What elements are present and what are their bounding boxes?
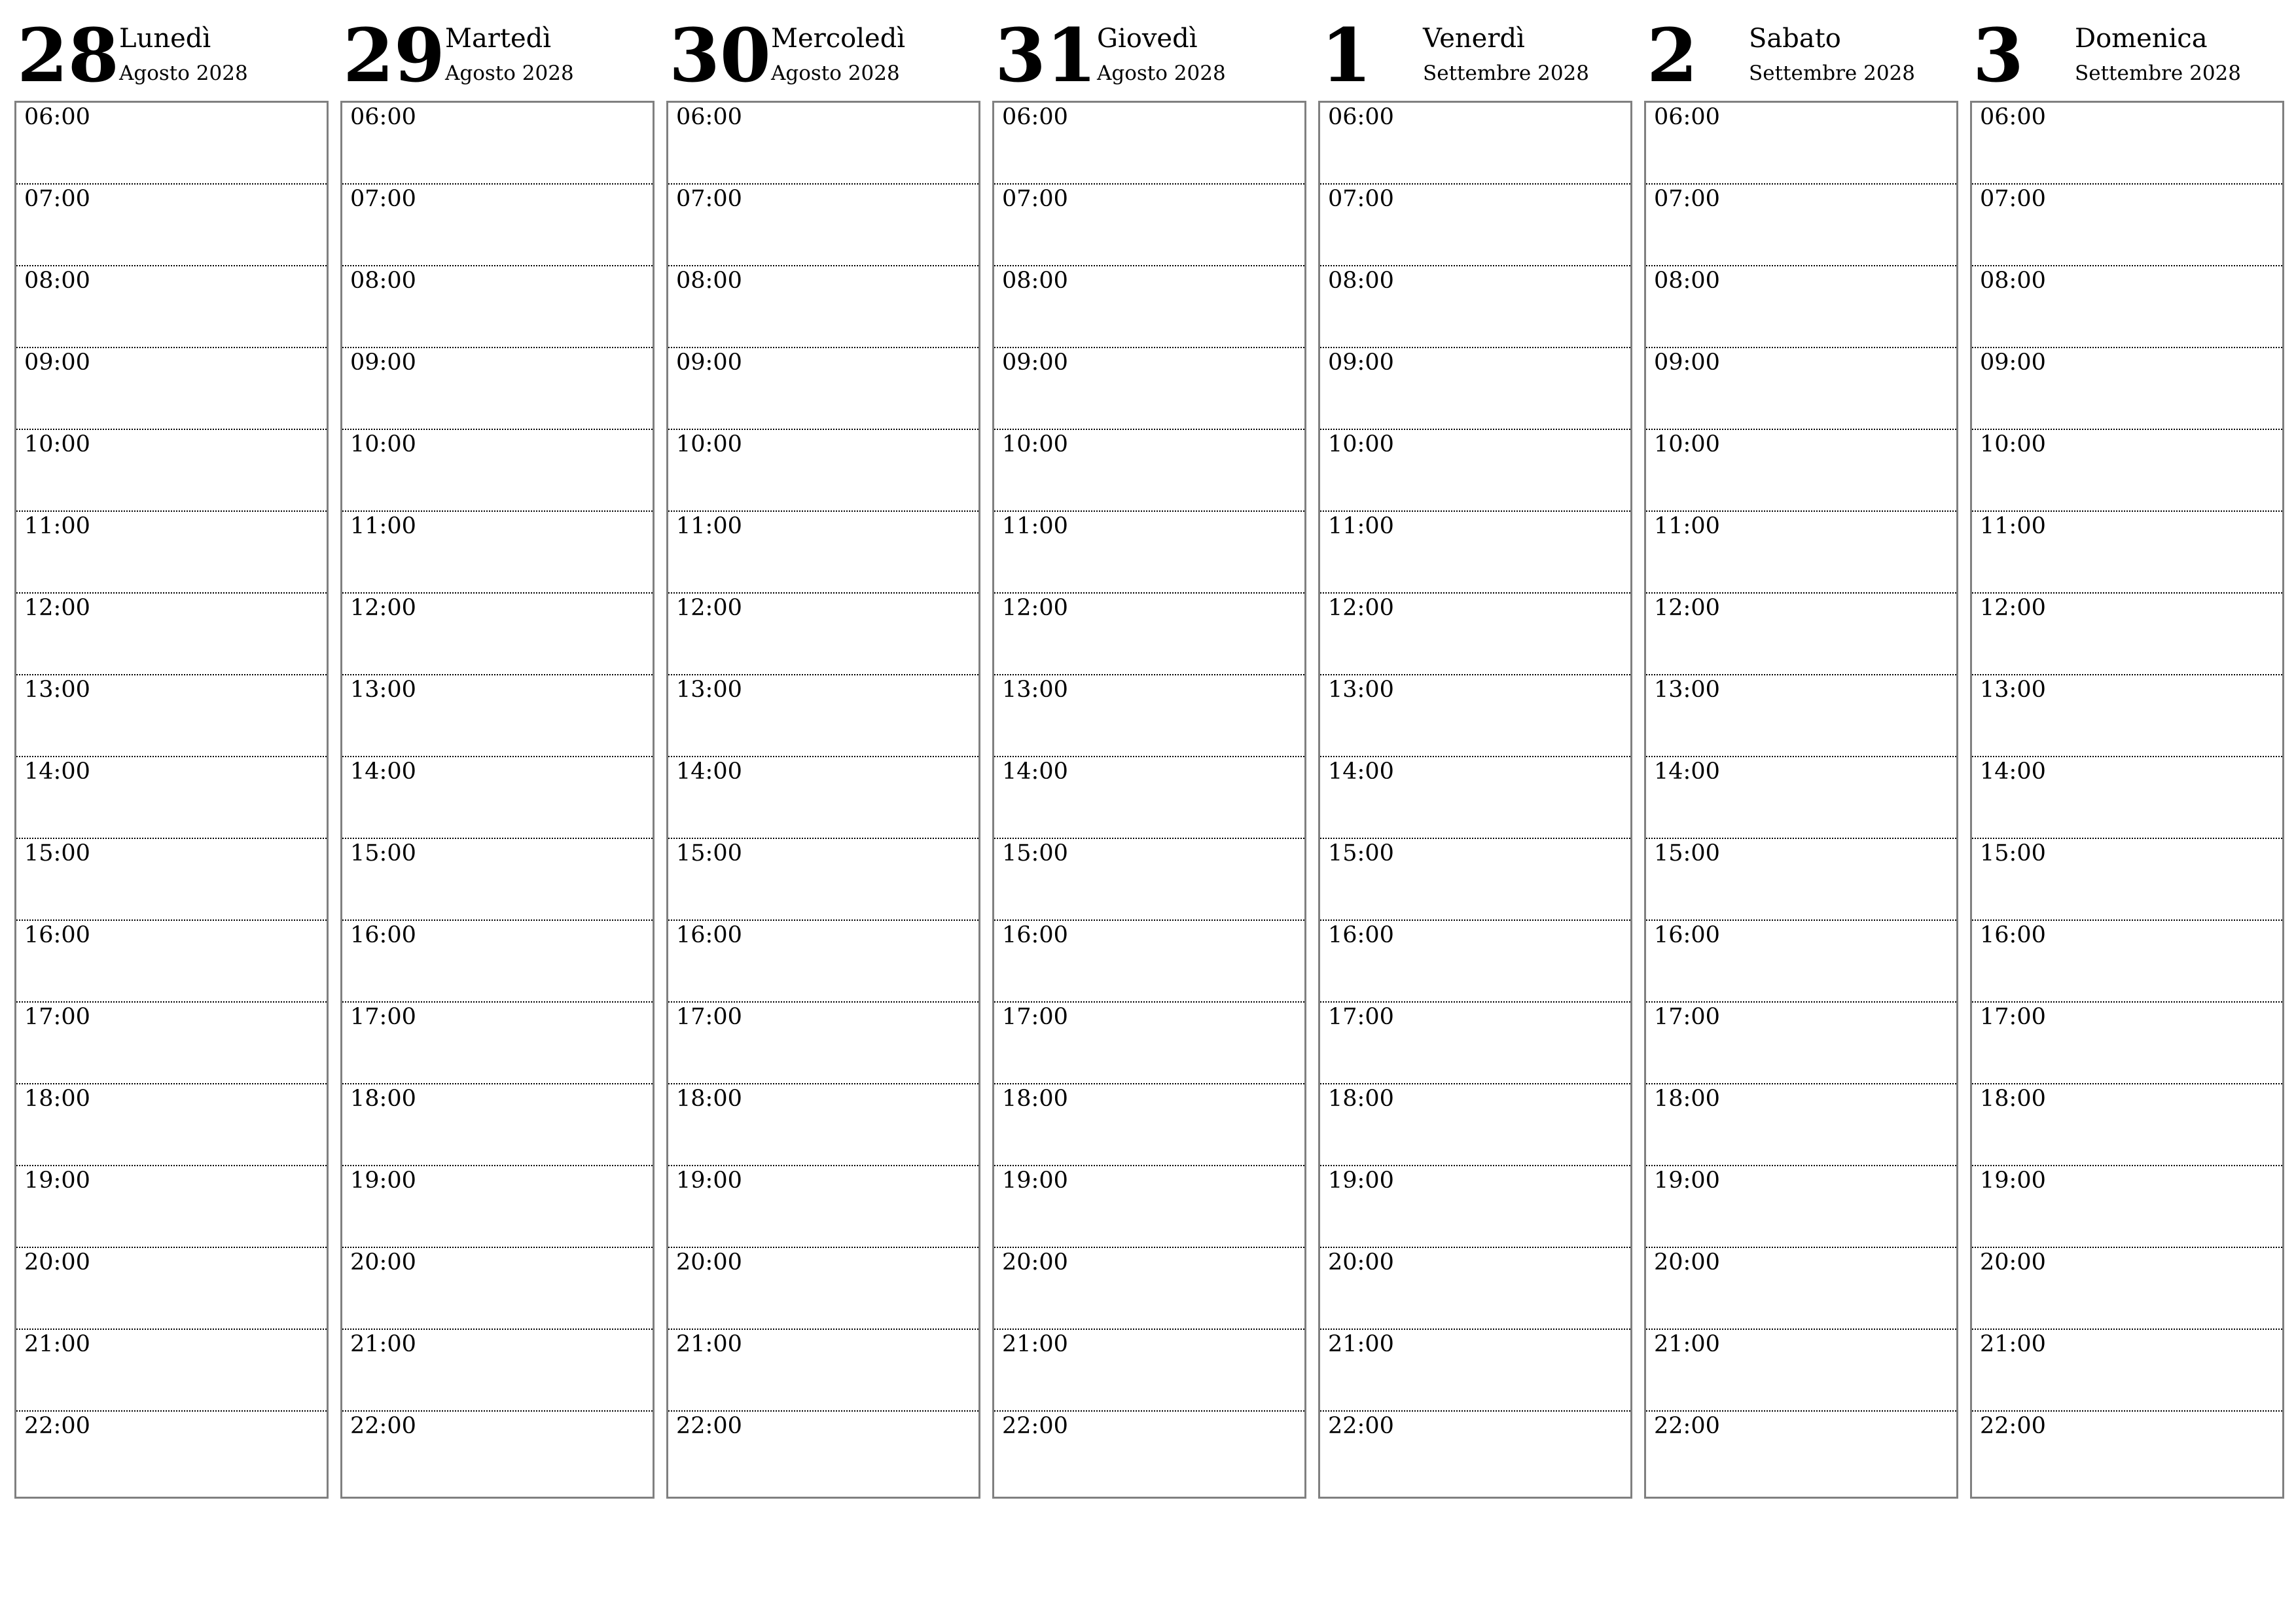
hour-label: 15:00 (350, 840, 416, 866)
day-month: Agosto 2028 (119, 62, 248, 85)
day-schedule-box (1644, 101, 1958, 1499)
day-number: 1 (1321, 13, 1372, 99)
day-number: 30 (669, 13, 771, 99)
hour-slot (16, 512, 327, 594)
hour-label: 22:00 (1654, 1413, 1720, 1439)
hour-slot (1972, 430, 2282, 512)
hour-slot (342, 839, 653, 921)
hour-label: 10:00 (1980, 431, 2046, 457)
hour-label: 18:00 (676, 1086, 742, 1112)
day-number: 3 (1973, 13, 2024, 99)
hour-label: 22:00 (1328, 1413, 1394, 1439)
hour-label: 10:00 (350, 431, 416, 457)
day-name: Martedì (445, 24, 552, 54)
hour-slot (16, 594, 327, 675)
hour-slot (16, 348, 327, 430)
hour-slot (668, 839, 978, 921)
hour-slot (16, 675, 327, 757)
hour-slot (668, 348, 978, 430)
hour-slot (1320, 1412, 1630, 1493)
hour-slot (1320, 103, 1630, 185)
hour-label: 16:00 (676, 922, 742, 948)
hour-label: 22:00 (24, 1413, 90, 1439)
hour-slot (16, 1330, 327, 1412)
hour-slot (668, 675, 978, 757)
hour-label: 12:00 (1002, 595, 1068, 621)
hour-slot (994, 1003, 1304, 1084)
hour-label: 13:00 (1654, 677, 1720, 703)
hour-slot (1320, 348, 1630, 430)
hour-slot (1320, 185, 1630, 266)
hour-slot (16, 757, 327, 839)
hour-label: 11:00 (1654, 513, 1720, 539)
hour-label: 15:00 (1980, 840, 2046, 866)
hour-slot (1972, 103, 2282, 185)
day-month: Agosto 2028 (771, 62, 900, 85)
hour-label: 10:00 (1328, 431, 1394, 457)
hour-label: 11:00 (676, 513, 742, 539)
hour-label: 14:00 (1654, 758, 1720, 785)
hour-slot (668, 594, 978, 675)
hour-label: 15:00 (1328, 840, 1394, 866)
day-header (666, 0, 979, 98)
day-column (1318, 0, 1631, 1505)
hour-slot (1320, 1003, 1630, 1084)
hour-label: 21:00 (350, 1331, 416, 1357)
hour-slot (668, 1248, 978, 1330)
day-schedule-box (1970, 101, 2284, 1499)
hour-label: 18:00 (24, 1086, 90, 1112)
hour-label: 15:00 (676, 840, 742, 866)
hour-label: 07:00 (1654, 186, 1720, 212)
hour-label: 16:00 (1980, 922, 2046, 948)
hour-label: 09:00 (1328, 349, 1394, 376)
hour-label: 14:00 (350, 758, 416, 785)
day-column (666, 0, 979, 1505)
hour-slot (994, 185, 1304, 266)
hour-label: 06:00 (1654, 104, 1720, 130)
day-number: 28 (17, 13, 119, 99)
hour-slot (1320, 594, 1630, 675)
hour-label: 15:00 (24, 840, 90, 866)
hour-slot (668, 103, 978, 185)
hour-label: 09:00 (24, 349, 90, 376)
hour-label: 18:00 (1328, 1086, 1394, 1112)
hour-slot (16, 1084, 327, 1166)
hour-label: 14:00 (1002, 758, 1068, 785)
hour-label: 21:00 (24, 1331, 90, 1357)
hour-slot (1320, 266, 1630, 348)
hour-slot (342, 430, 653, 512)
hour-label: 12:00 (350, 595, 416, 621)
hour-label: 20:00 (676, 1249, 742, 1275)
hour-slot (1972, 1084, 2282, 1166)
hour-label: 12:00 (676, 595, 742, 621)
hour-slot (342, 1412, 653, 1493)
day-name: Venerdì (1423, 24, 1525, 54)
hour-slot (1646, 594, 1956, 675)
hour-slot (994, 1330, 1304, 1412)
hour-label: 07:00 (1980, 186, 2046, 212)
hour-label: 21:00 (676, 1331, 742, 1357)
hour-slot (1646, 1412, 1956, 1493)
hour-slot (994, 266, 1304, 348)
hour-slot (342, 1248, 653, 1330)
hour-slot (1320, 1330, 1630, 1412)
hour-label: 20:00 (1980, 1249, 2046, 1275)
hour-label: 17:00 (24, 1004, 90, 1030)
hour-label: 22:00 (350, 1413, 416, 1439)
day-month: Agosto 2028 (1097, 62, 1226, 85)
hour-slot (1646, 1248, 1956, 1330)
hour-slot (342, 757, 653, 839)
hour-slot (668, 430, 978, 512)
hour-slot (1646, 430, 1956, 512)
hour-label: 15:00 (1654, 840, 1720, 866)
hour-label: 19:00 (676, 1168, 742, 1194)
hour-label: 17:00 (676, 1004, 742, 1030)
hour-label: 19:00 (1328, 1168, 1394, 1194)
hour-slot (994, 921, 1304, 1003)
hour-label: 18:00 (350, 1086, 416, 1112)
hour-slot (668, 1084, 978, 1166)
hour-label: 17:00 (1980, 1004, 2046, 1030)
hour-label: 22:00 (1980, 1413, 2046, 1439)
hour-slot (342, 675, 653, 757)
hour-label: 20:00 (1654, 1249, 1720, 1275)
hour-label: 13:00 (1328, 677, 1394, 703)
hour-slot (342, 103, 653, 185)
hour-label: 08:00 (1980, 268, 2046, 294)
hour-label: 18:00 (1002, 1086, 1068, 1112)
hour-label: 08:00 (1328, 268, 1394, 294)
hour-label: 17:00 (1328, 1004, 1394, 1030)
hour-label: 21:00 (1654, 1331, 1720, 1357)
hour-label: 08:00 (676, 268, 742, 294)
hour-label: 08:00 (1654, 268, 1720, 294)
hour-slot (1972, 675, 2282, 757)
day-header (1644, 0, 1957, 98)
hour-slot (1972, 839, 2282, 921)
hour-label: 13:00 (1980, 677, 2046, 703)
hour-label: 06:00 (1328, 104, 1394, 130)
hour-slot (668, 757, 978, 839)
hour-slot (1646, 266, 1956, 348)
hour-slot (1972, 1412, 2282, 1493)
hour-slot (1972, 512, 2282, 594)
hour-label: 16:00 (1002, 922, 1068, 948)
hour-slot (342, 1084, 653, 1166)
hour-label: 12:00 (24, 595, 90, 621)
hour-label: 19:00 (1654, 1168, 1720, 1194)
hour-label: 16:00 (1328, 922, 1394, 948)
hour-slot (1972, 921, 2282, 1003)
hour-slot (994, 1412, 1304, 1493)
hour-slot (994, 839, 1304, 921)
hour-label: 14:00 (24, 758, 90, 785)
hour-slot (1646, 1084, 1956, 1166)
hour-label: 14:00 (1980, 758, 2046, 785)
hour-slot (1320, 757, 1630, 839)
hour-slot (1646, 1330, 1956, 1412)
hour-slot (668, 266, 978, 348)
hour-slot (1972, 1003, 2282, 1084)
hour-slot (1646, 921, 1956, 1003)
day-schedule-box (340, 101, 655, 1499)
hour-label: 19:00 (1002, 1168, 1068, 1194)
hour-label: 10:00 (1002, 431, 1068, 457)
hour-slot (668, 185, 978, 266)
hour-label: 17:00 (350, 1004, 416, 1030)
day-header (14, 0, 327, 98)
hour-label: 13:00 (24, 677, 90, 703)
hour-slot (342, 594, 653, 675)
hour-slot (16, 1412, 327, 1493)
hour-slot (16, 185, 327, 266)
hour-slot (1646, 675, 1956, 757)
day-column (1970, 0, 2283, 1505)
day-month: Settembre 2028 (1423, 62, 1589, 85)
hour-label: 21:00 (1328, 1331, 1394, 1357)
hour-slot (342, 185, 653, 266)
day-column (340, 0, 653, 1505)
hour-label: 07:00 (24, 186, 90, 212)
hour-slot (994, 675, 1304, 757)
day-name: Mercoledì (771, 24, 906, 54)
hour-slot (994, 1166, 1304, 1248)
hour-label: 06:00 (676, 104, 742, 130)
hour-slot (16, 266, 327, 348)
day-name: Sabato (1749, 24, 1841, 54)
hour-label: 17:00 (1654, 1004, 1720, 1030)
hour-slot (994, 430, 1304, 512)
day-schedule-box (14, 101, 329, 1499)
day-number: 31 (995, 13, 1097, 99)
hour-label: 11:00 (1328, 513, 1394, 539)
hour-label: 10:00 (676, 431, 742, 457)
hour-slot (16, 839, 327, 921)
day-schedule-box (1318, 101, 1632, 1499)
hour-label: 09:00 (1654, 349, 1720, 376)
hour-slot (16, 103, 327, 185)
hour-slot (1646, 512, 1956, 594)
hour-label: 12:00 (1980, 595, 2046, 621)
day-column (14, 0, 327, 1505)
hour-label: 08:00 (350, 268, 416, 294)
hour-slot (342, 1003, 653, 1084)
hour-label: 14:00 (1328, 758, 1394, 785)
hour-slot (1972, 1166, 2282, 1248)
hour-slot (1320, 675, 1630, 757)
hour-slot (994, 348, 1304, 430)
hour-slot (994, 1084, 1304, 1166)
day-name: Domenica (2075, 24, 2208, 54)
hour-label: 15:00 (1002, 840, 1068, 866)
day-header (992, 0, 1305, 98)
hour-slot (1646, 348, 1956, 430)
hour-slot (16, 1248, 327, 1330)
day-month: Settembre 2028 (2075, 62, 2241, 85)
hour-label: 06:00 (1980, 104, 2046, 130)
hour-label: 21:00 (1980, 1331, 2046, 1357)
hour-slot (1646, 839, 1956, 921)
hour-slot (1320, 1248, 1630, 1330)
hour-label: 19:00 (1980, 1168, 2046, 1194)
hour-slot (342, 1166, 653, 1248)
day-number: 2 (1647, 13, 1698, 99)
day-header (1318, 0, 1631, 98)
hour-slot (342, 1330, 653, 1412)
hour-slot (1972, 348, 2282, 430)
hour-slot (1972, 1330, 2282, 1412)
day-header (340, 0, 653, 98)
hour-slot (342, 266, 653, 348)
hour-label: 13:00 (676, 677, 742, 703)
hour-label: 12:00 (1654, 595, 1720, 621)
hour-slot (668, 512, 978, 594)
hour-label: 13:00 (1002, 677, 1068, 703)
hour-label: 11:00 (1002, 513, 1068, 539)
hour-slot (342, 348, 653, 430)
hour-label: 11:00 (350, 513, 416, 539)
hour-slot (1972, 594, 2282, 675)
day-column (1644, 0, 1957, 1505)
hour-label: 10:00 (24, 431, 90, 457)
hour-label: 07:00 (350, 186, 416, 212)
hour-slot (16, 1166, 327, 1248)
hour-label: 06:00 (24, 104, 90, 130)
hour-label: 11:00 (1980, 513, 2046, 539)
hour-label: 12:00 (1328, 595, 1394, 621)
weekly-planner (14, 0, 2283, 1505)
hour-slot (994, 1248, 1304, 1330)
hour-label: 07:00 (1328, 186, 1394, 212)
hour-slot (994, 594, 1304, 675)
hour-label: 17:00 (1002, 1004, 1068, 1030)
hour-slot (994, 103, 1304, 185)
hour-slot (1646, 103, 1956, 185)
hour-slot (1320, 921, 1630, 1003)
hour-label: 16:00 (1654, 922, 1720, 948)
hour-label: 19:00 (24, 1168, 90, 1194)
hour-slot (1972, 757, 2282, 839)
hour-label: 22:00 (676, 1413, 742, 1439)
hour-label: 09:00 (1002, 349, 1068, 376)
day-name: Lunedì (119, 24, 211, 54)
day-month: Settembre 2028 (1749, 62, 1915, 85)
hour-slot (994, 512, 1304, 594)
hour-label: 18:00 (1980, 1086, 2046, 1112)
hour-label: 09:00 (676, 349, 742, 376)
hour-label: 07:00 (1002, 186, 1068, 212)
hour-label: 08:00 (1002, 268, 1068, 294)
hour-label: 20:00 (24, 1249, 90, 1275)
hour-label: 07:00 (676, 186, 742, 212)
hour-label: 10:00 (1654, 431, 1720, 457)
hour-slot (1320, 839, 1630, 921)
hour-slot (16, 1003, 327, 1084)
hour-slot (1646, 185, 1956, 266)
hour-label: 16:00 (24, 922, 90, 948)
hour-slot (1646, 757, 1956, 839)
hour-label: 13:00 (350, 677, 416, 703)
hour-slot (668, 1003, 978, 1084)
hour-slot (1646, 1166, 1956, 1248)
hour-slot (1972, 185, 2282, 266)
hour-slot (1320, 512, 1630, 594)
hour-label: 20:00 (1328, 1249, 1394, 1275)
hour-label: 22:00 (1002, 1413, 1068, 1439)
hour-slot (342, 512, 653, 594)
hour-label: 16:00 (350, 922, 416, 948)
hour-slot (994, 757, 1304, 839)
day-month: Agosto 2028 (445, 62, 574, 85)
hour-label: 14:00 (676, 758, 742, 785)
hour-slot (1972, 266, 2282, 348)
hour-label: 09:00 (350, 349, 416, 376)
hour-slot (668, 1412, 978, 1493)
hour-slot (668, 921, 978, 1003)
hour-label: 11:00 (24, 513, 90, 539)
hour-slot (1320, 430, 1630, 512)
hour-slot (16, 430, 327, 512)
day-name: Giovedì (1097, 24, 1198, 54)
hour-label: 06:00 (350, 104, 416, 130)
day-schedule-box (992, 101, 1306, 1499)
hour-label: 20:00 (350, 1249, 416, 1275)
hour-slot (1972, 1248, 2282, 1330)
hour-slot (342, 921, 653, 1003)
hour-slot (1320, 1166, 1630, 1248)
day-header (1970, 0, 2283, 98)
day-number: 29 (343, 13, 445, 99)
day-schedule-box (666, 101, 980, 1499)
day-column (992, 0, 1305, 1505)
hour-slot (668, 1166, 978, 1248)
hour-label: 18:00 (1654, 1086, 1720, 1112)
hour-slot (16, 921, 327, 1003)
hour-label: 09:00 (1980, 349, 2046, 376)
hour-slot (1646, 1003, 1956, 1084)
hour-slot (668, 1330, 978, 1412)
hour-label: 21:00 (1002, 1331, 1068, 1357)
hour-label: 06:00 (1002, 104, 1068, 130)
hour-label: 19:00 (350, 1168, 416, 1194)
hour-label: 20:00 (1002, 1249, 1068, 1275)
hour-label: 08:00 (24, 268, 90, 294)
hour-slot (1320, 1084, 1630, 1166)
